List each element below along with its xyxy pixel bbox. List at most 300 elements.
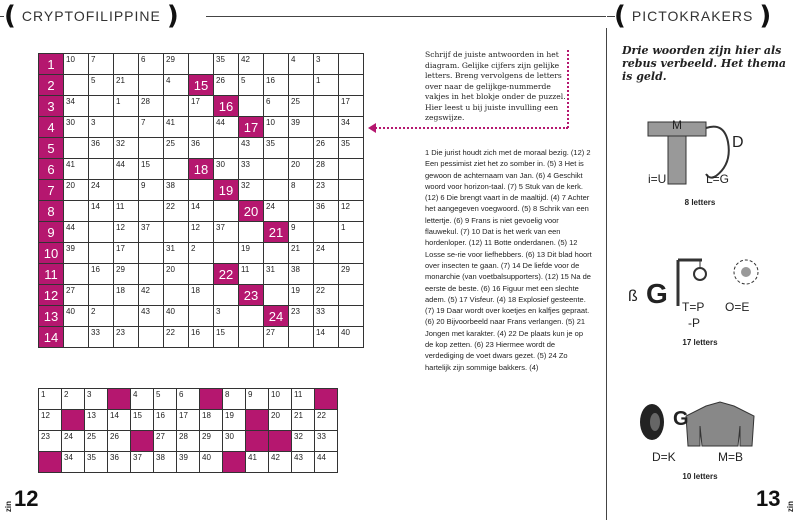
grid-cell[interactable] — [139, 285, 164, 306]
grid-cell[interactable] — [89, 54, 114, 75]
grid-cell[interactable] — [239, 201, 264, 222]
grid-cell[interactable] — [164, 222, 189, 243]
grid-cell[interactable] — [164, 159, 189, 180]
solution-cell[interactable] — [177, 452, 200, 473]
grid-cell[interactable] — [164, 75, 189, 96]
grid-cell[interactable] — [239, 159, 264, 180]
cell-number: 42 — [141, 286, 150, 295]
cell-number: 35 — [341, 139, 350, 148]
solution-cell[interactable] — [315, 389, 338, 410]
grid-cell[interactable] — [239, 180, 264, 201]
grid-cell[interactable] — [114, 138, 139, 159]
grid-cell[interactable] — [339, 285, 364, 306]
grid-cell[interactable] — [164, 201, 189, 222]
solution-number: 22 — [317, 411, 326, 420]
grid-cell[interactable] — [139, 117, 164, 138]
grid-cell[interactable] — [214, 138, 239, 159]
grid-cell[interactable] — [339, 243, 364, 264]
grid-cell[interactable] — [64, 96, 89, 117]
grid-cell[interactable] — [289, 327, 314, 348]
grid-cell[interactable] — [214, 264, 239, 285]
cell-number: 18 — [191, 286, 200, 295]
solution-cell[interactable] — [85, 452, 108, 473]
solution-cell[interactable] — [85, 431, 108, 452]
grid-cell[interactable] — [89, 243, 114, 264]
solution-cell[interactable] — [39, 452, 62, 473]
grid-cell[interactable] — [139, 180, 164, 201]
grid-cell[interactable] — [114, 264, 139, 285]
grid-cell[interactable] — [239, 222, 264, 243]
grid-cell[interactable] — [239, 75, 264, 96]
grid-cell[interactable] — [114, 306, 139, 327]
pink-marker: 21 — [268, 224, 284, 240]
grid-row — [39, 75, 364, 96]
wheel-jacket-icon — [636, 398, 776, 448]
grid-row — [39, 159, 364, 180]
solution-cell[interactable] — [154, 410, 177, 431]
solution-cell[interactable] — [246, 410, 269, 431]
solution-cell[interactable] — [292, 452, 315, 473]
grid-cell[interactable] — [239, 96, 264, 117]
grid-cell[interactable] — [314, 159, 339, 180]
grid-cell[interactable] — [164, 138, 189, 159]
grid-cell[interactable] — [214, 222, 239, 243]
grid-cell[interactable] — [264, 75, 289, 96]
cell-number: 12 — [191, 223, 200, 232]
grid-cell[interactable] — [289, 222, 314, 243]
grid-cell[interactable] — [114, 327, 139, 348]
grid-cell[interactable] — [114, 285, 139, 306]
cell-number: 18 — [116, 286, 125, 295]
cell-number: 40 — [66, 307, 75, 316]
grid-cell[interactable] — [189, 159, 214, 180]
grid-cell[interactable] — [189, 138, 214, 159]
grid-cell[interactable] — [164, 54, 189, 75]
grid-cell[interactable] — [314, 54, 339, 75]
clue-list: 1 Die jurist houdt zich met de moraal bezig. (12) 2 Een pessimist ziet het zo somber in. (5) 3 Het is gewoon de achternaam van Jan. (6) 4 Geschikt woord voor horizon-taal. (7) 5 Stuk van de kerk. (12) 6 Die brengt vaart in de maaltijd. (4) 7 Achter het aangegeven voegwoord. (5) 8 Schrik van een lettertje. (6) 9 Frans is niet gevoelig voor flauwekul. (7) 10 Dat is het werk van een hordenloper. (12) 11 Botte onderdanen. (5) 12 Losse se-rie voor liefhebbers. (6) 13 Dit blad hoort over insecten te gaan. (7) 14 De liefde voor de monarchie (van voetbalsupporters). (12) 15 Na de eerste de beste. (6) 16 Figuur met een slechte adem. (5) 17 Visfeur. (4) 18 Explosief gesteente. (7) 19 Daar wordt over koetjes en kalfjes gepraat. (6) 20 Bijvoorbeeld naar Frans verlangen. (5) 21 Jongen met karakter. (4) 22 De plaats kun je op de kop zetten. (6) 23 Hiermee wordt de verdediging de voet dwars gezet. (5) 24 Zo hartelijk zijn sommige bakkers. (4) — [425, 148, 592, 372]
cell-number: 27 — [266, 328, 275, 337]
grid-row — [39, 264, 364, 285]
cell-number: 30 — [216, 160, 225, 169]
grid-cell[interactable] — [164, 117, 189, 138]
solution-cell[interactable] — [154, 389, 177, 410]
grid-cell[interactable] — [64, 285, 89, 306]
grid-cell[interactable] — [214, 180, 239, 201]
solution-cell[interactable] — [62, 389, 85, 410]
grid-cell[interactable] — [64, 180, 89, 201]
grid-cell[interactable] — [114, 159, 139, 180]
grid-cell[interactable] — [239, 285, 264, 306]
grid-cell[interactable] — [139, 54, 164, 75]
solution-number: 25 — [87, 432, 96, 441]
solution-cell[interactable] — [108, 431, 131, 452]
grid-cell[interactable] — [339, 180, 364, 201]
grid-cell[interactable] — [89, 285, 114, 306]
grid-cell[interactable] — [314, 264, 339, 285]
solution-cell[interactable] — [315, 431, 338, 452]
grid-cell[interactable] — [214, 327, 239, 348]
solution-cell[interactable] — [177, 410, 200, 431]
dotted-line — [372, 127, 568, 129]
grid-cell[interactable] — [314, 243, 339, 264]
grid-cell[interactable] — [314, 222, 339, 243]
grid-cell[interactable] — [214, 243, 239, 264]
grid-cell[interactable] — [189, 306, 214, 327]
grid-cell[interactable] — [139, 96, 164, 117]
grid-cell[interactable] — [239, 264, 264, 285]
grid-cell[interactable] — [314, 327, 339, 348]
solution-number: 43 — [294, 453, 303, 462]
grid-row — [39, 243, 364, 264]
solution-number: 24 — [64, 432, 73, 441]
solution-cell[interactable] — [154, 452, 177, 473]
grid-cell[interactable] — [339, 327, 364, 348]
solution-cell[interactable] — [177, 431, 200, 452]
grid-cell[interactable] — [339, 222, 364, 243]
cell-number: 31 — [166, 244, 175, 253]
solution-cell[interactable] — [62, 410, 85, 431]
cell-number: 26 — [216, 76, 225, 85]
grid-cell[interactable] — [214, 285, 239, 306]
cell-number: 3 — [316, 55, 321, 64]
grid-cell[interactable] — [214, 75, 239, 96]
solution-cell[interactable] — [154, 431, 177, 452]
grid-cell[interactable] — [314, 117, 339, 138]
solution-cell[interactable] — [269, 452, 292, 473]
right-header — [614, 1, 772, 31]
grid-cell[interactable] — [214, 159, 239, 180]
grid-cell[interactable] — [289, 159, 314, 180]
pink-marker: 17 — [243, 119, 259, 135]
grid-cell[interactable] — [139, 264, 164, 285]
grid-cell[interactable] — [89, 264, 114, 285]
cell-number: 2 — [91, 307, 96, 316]
grid-cell[interactable] — [89, 138, 114, 159]
solution-cell[interactable] — [131, 389, 154, 410]
grid-cell[interactable] — [264, 327, 289, 348]
solution-cell[interactable] — [269, 410, 292, 431]
grid-cell[interactable] — [64, 222, 89, 243]
grid-cell[interactable] — [339, 159, 364, 180]
grid-cell[interactable] — [214, 54, 239, 75]
cell-number: 5 — [91, 76, 96, 85]
grid-cell[interactable] — [289, 75, 314, 96]
grid-cell[interactable] — [264, 306, 289, 327]
grid-cell[interactable] — [64, 264, 89, 285]
grid-cell[interactable] — [289, 243, 314, 264]
grid-cell[interactable] — [339, 264, 364, 285]
solution-cell[interactable] — [85, 410, 108, 431]
cell-number: 16 — [266, 76, 275, 85]
grid-cell[interactable] — [139, 327, 164, 348]
cell-number: 28 — [316, 160, 325, 169]
row-number: 1 — [39, 54, 64, 75]
solution-cell[interactable] — [200, 452, 223, 473]
solution-cell[interactable] — [315, 452, 338, 473]
grid-cell[interactable] — [339, 96, 364, 117]
cell-number: 9 — [291, 223, 296, 232]
grid-cell[interactable] — [89, 96, 114, 117]
grid-cell[interactable] — [164, 243, 189, 264]
grid-cell[interactable] — [89, 201, 114, 222]
solution-cell[interactable] — [246, 452, 269, 473]
solution-row — [39, 431, 338, 452]
grid-cell[interactable] — [339, 306, 364, 327]
row-number: 11 — [39, 264, 64, 285]
grid-cell[interactable] — [339, 54, 364, 75]
grid-cell[interactable] — [64, 138, 89, 159]
solution-cell[interactable] — [223, 389, 246, 410]
grid-cell[interactable] — [164, 327, 189, 348]
grid-cell[interactable] — [189, 75, 214, 96]
solution-cell[interactable] — [108, 410, 131, 431]
grid-cell[interactable] — [289, 180, 314, 201]
grid-cell[interactable] — [314, 285, 339, 306]
grid-cell[interactable] — [189, 54, 214, 75]
grid-cell[interactable] — [314, 201, 339, 222]
grid-cell[interactable] — [189, 222, 214, 243]
solution-cell[interactable] — [39, 389, 62, 410]
cell-number: 24 — [266, 202, 275, 211]
grid-row — [39, 222, 364, 243]
grid-cell[interactable] — [64, 54, 89, 75]
solution-number: 37 — [133, 453, 142, 462]
rebus-2-p: -P — [688, 316, 700, 330]
solution-cell[interactable] — [62, 452, 85, 473]
grid-cell[interactable] — [264, 159, 289, 180]
solution-number: 23 — [41, 432, 50, 441]
grid-cell[interactable] — [289, 54, 314, 75]
grid-cell[interactable] — [64, 117, 89, 138]
solution-cell[interactable] — [269, 389, 292, 410]
grid-cell[interactable] — [264, 96, 289, 117]
grid-cell[interactable] — [264, 180, 289, 201]
pink-marker: 20 — [243, 203, 259, 219]
solution-cell[interactable] — [292, 431, 315, 452]
grid-cell[interactable] — [139, 75, 164, 96]
rebus-2-b: ß — [628, 288, 638, 305]
solution-cell[interactable] — [200, 389, 223, 410]
dotted-line-vertical — [567, 50, 569, 128]
grid-cell[interactable] — [264, 54, 289, 75]
grid-cell[interactable] — [264, 138, 289, 159]
grid-cell[interactable] — [189, 201, 214, 222]
grid-cell[interactable] — [264, 201, 289, 222]
solution-cell[interactable] — [269, 431, 292, 452]
page-divider — [606, 28, 607, 520]
cell-number: 6 — [141, 55, 146, 64]
solution-cell[interactable] — [108, 452, 131, 473]
left-header — [4, 1, 179, 31]
solution-cell[interactable] — [85, 389, 108, 410]
grid-cell[interactable] — [189, 117, 214, 138]
left-header-title: CRYPTOFILIPPINE — [21, 8, 161, 24]
grid-cell[interactable] — [89, 180, 114, 201]
row-number: 12 — [39, 285, 64, 306]
grid-cell[interactable] — [239, 306, 264, 327]
grid-cell[interactable] — [339, 138, 364, 159]
solution-cell[interactable] — [131, 431, 154, 452]
solution-cell[interactable] — [177, 389, 200, 410]
row-number: 2 — [39, 75, 64, 96]
grid-cell[interactable] — [289, 117, 314, 138]
solution-cell[interactable] — [131, 452, 154, 473]
grid-cell[interactable] — [314, 180, 339, 201]
cell-number: 33 — [91, 328, 100, 337]
solution-cell[interactable] — [223, 431, 246, 452]
grid-cell[interactable] — [164, 96, 189, 117]
grid-cell[interactable] — [139, 138, 164, 159]
zin-label-right: zin — [786, 500, 795, 512]
grid-cell[interactable] — [239, 54, 264, 75]
grid-cell[interactable] — [289, 285, 314, 306]
grid-cell[interactable] — [114, 201, 139, 222]
grid-cell[interactable] — [214, 96, 239, 117]
rebus-3-letters: 10 letters — [682, 472, 718, 481]
grid-cell[interactable] — [239, 138, 264, 159]
solution-cell[interactable] — [223, 452, 246, 473]
grid-cell[interactable] — [289, 264, 314, 285]
grid-cell[interactable] — [289, 201, 314, 222]
cell-number: 30 — [66, 118, 75, 127]
grid-cell[interactable] — [164, 306, 189, 327]
grid-cell[interactable] — [139, 222, 164, 243]
solution-cell[interactable] — [223, 410, 246, 431]
grid-cell[interactable] — [264, 264, 289, 285]
cell-number: 38 — [166, 181, 175, 190]
grid-cell[interactable] — [189, 264, 214, 285]
solution-cell[interactable] — [246, 389, 269, 410]
cell-number: 22 — [166, 202, 175, 211]
grid-cell[interactable] — [114, 243, 139, 264]
solution-number: 18 — [202, 411, 211, 420]
grid-cell[interactable] — [89, 327, 114, 348]
cell-number: 14 — [316, 328, 325, 337]
solution-cell[interactable] — [292, 389, 315, 410]
grid-cell[interactable] — [239, 117, 264, 138]
grid-cell[interactable] — [189, 96, 214, 117]
grid-cell[interactable] — [139, 243, 164, 264]
grid-cell[interactable] — [139, 201, 164, 222]
grid-row — [39, 96, 364, 117]
solution-cell[interactable] — [62, 431, 85, 452]
grid-cell[interactable] — [189, 327, 214, 348]
pink-marker: 22 — [218, 266, 234, 282]
grid-cell[interactable] — [114, 75, 139, 96]
grid-cell[interactable] — [164, 285, 189, 306]
grid-cell[interactable] — [164, 264, 189, 285]
grid-cell[interactable] — [189, 243, 214, 264]
solution-row — [39, 389, 338, 410]
grid-cell[interactable] — [314, 96, 339, 117]
row-number: 8 — [39, 201, 64, 222]
grid-cell[interactable] — [264, 243, 289, 264]
cell-number: 7 — [141, 118, 146, 127]
solution-cell[interactable] — [315, 410, 338, 431]
solution-number: 6 — [179, 390, 184, 399]
solution-cell[interactable] — [131, 410, 154, 431]
grid-cell[interactable] — [139, 306, 164, 327]
grid-cell[interactable] — [264, 222, 289, 243]
grid-cell[interactable] — [89, 117, 114, 138]
solution-cell[interactable] — [200, 431, 223, 452]
grid-cell[interactable] — [139, 159, 164, 180]
left-header-rule — [206, 16, 606, 17]
grid-cell[interactable] — [314, 75, 339, 96]
grid-cell[interactable] — [64, 327, 89, 348]
grid-cell[interactable] — [64, 159, 89, 180]
solution-number: 1 — [41, 390, 46, 399]
solution-cell[interactable] — [108, 389, 131, 410]
grid-cell[interactable] — [64, 75, 89, 96]
grid-cell[interactable] — [89, 75, 114, 96]
rebus-3-g: G — [673, 408, 689, 430]
grid-cell[interactable] — [114, 117, 139, 138]
grid-cell[interactable] — [89, 222, 114, 243]
solution-number: 8 — [225, 390, 230, 399]
grid-cell[interactable] — [239, 243, 264, 264]
solution-cell[interactable] — [39, 410, 62, 431]
cell-number: 15 — [141, 160, 150, 169]
cell-number: 44 — [116, 160, 125, 169]
grid-cell[interactable] — [339, 117, 364, 138]
row-number: 13 — [39, 306, 64, 327]
grid-cell[interactable] — [264, 285, 289, 306]
pink-marker: 19 — [218, 182, 234, 198]
solution-cell[interactable] — [292, 410, 315, 431]
grid-cell[interactable] — [89, 306, 114, 327]
grid-cell[interactable] — [89, 159, 114, 180]
grid-cell[interactable] — [114, 54, 139, 75]
grid-cell[interactable] — [289, 306, 314, 327]
grid-cell[interactable] — [339, 75, 364, 96]
cell-number: 6 — [266, 97, 271, 106]
grid-cell[interactable] — [214, 306, 239, 327]
grid-cell[interactable] — [114, 96, 139, 117]
solution-cell[interactable] — [200, 410, 223, 431]
grid-cell[interactable] — [314, 138, 339, 159]
grid-cell[interactable] — [189, 180, 214, 201]
cell-number: 17 — [341, 97, 350, 106]
grid-cell[interactable] — [264, 117, 289, 138]
page-number-left: 12 — [14, 486, 39, 511]
grid-cell[interactable] — [114, 222, 139, 243]
cell-number: 31 — [266, 265, 275, 274]
grid-cell[interactable] — [64, 201, 89, 222]
grid-cell[interactable] — [239, 327, 264, 348]
solution-cell[interactable] — [246, 431, 269, 452]
grid-cell[interactable] — [289, 96, 314, 117]
grid-cell[interactable] — [339, 201, 364, 222]
cell-number: 23 — [316, 181, 325, 190]
grid-cell[interactable] — [64, 243, 89, 264]
grid-cell[interactable] — [164, 180, 189, 201]
grid-cell[interactable] — [114, 180, 139, 201]
solution-cell[interactable] — [39, 431, 62, 452]
cell-number: 22 — [166, 328, 175, 337]
cell-number: 1 — [316, 76, 321, 85]
cell-number: 17 — [116, 244, 125, 253]
cell-number: 23 — [291, 307, 300, 316]
grid-cell[interactable] — [289, 138, 314, 159]
cell-number: 19 — [291, 286, 300, 295]
grid-cell[interactable] — [214, 201, 239, 222]
grid-cell[interactable] — [214, 117, 239, 138]
grid-cell[interactable] — [189, 285, 214, 306]
grid-cell[interactable] — [64, 306, 89, 327]
grid-cell[interactable] — [314, 306, 339, 327]
cell-number: 44 — [66, 223, 75, 232]
